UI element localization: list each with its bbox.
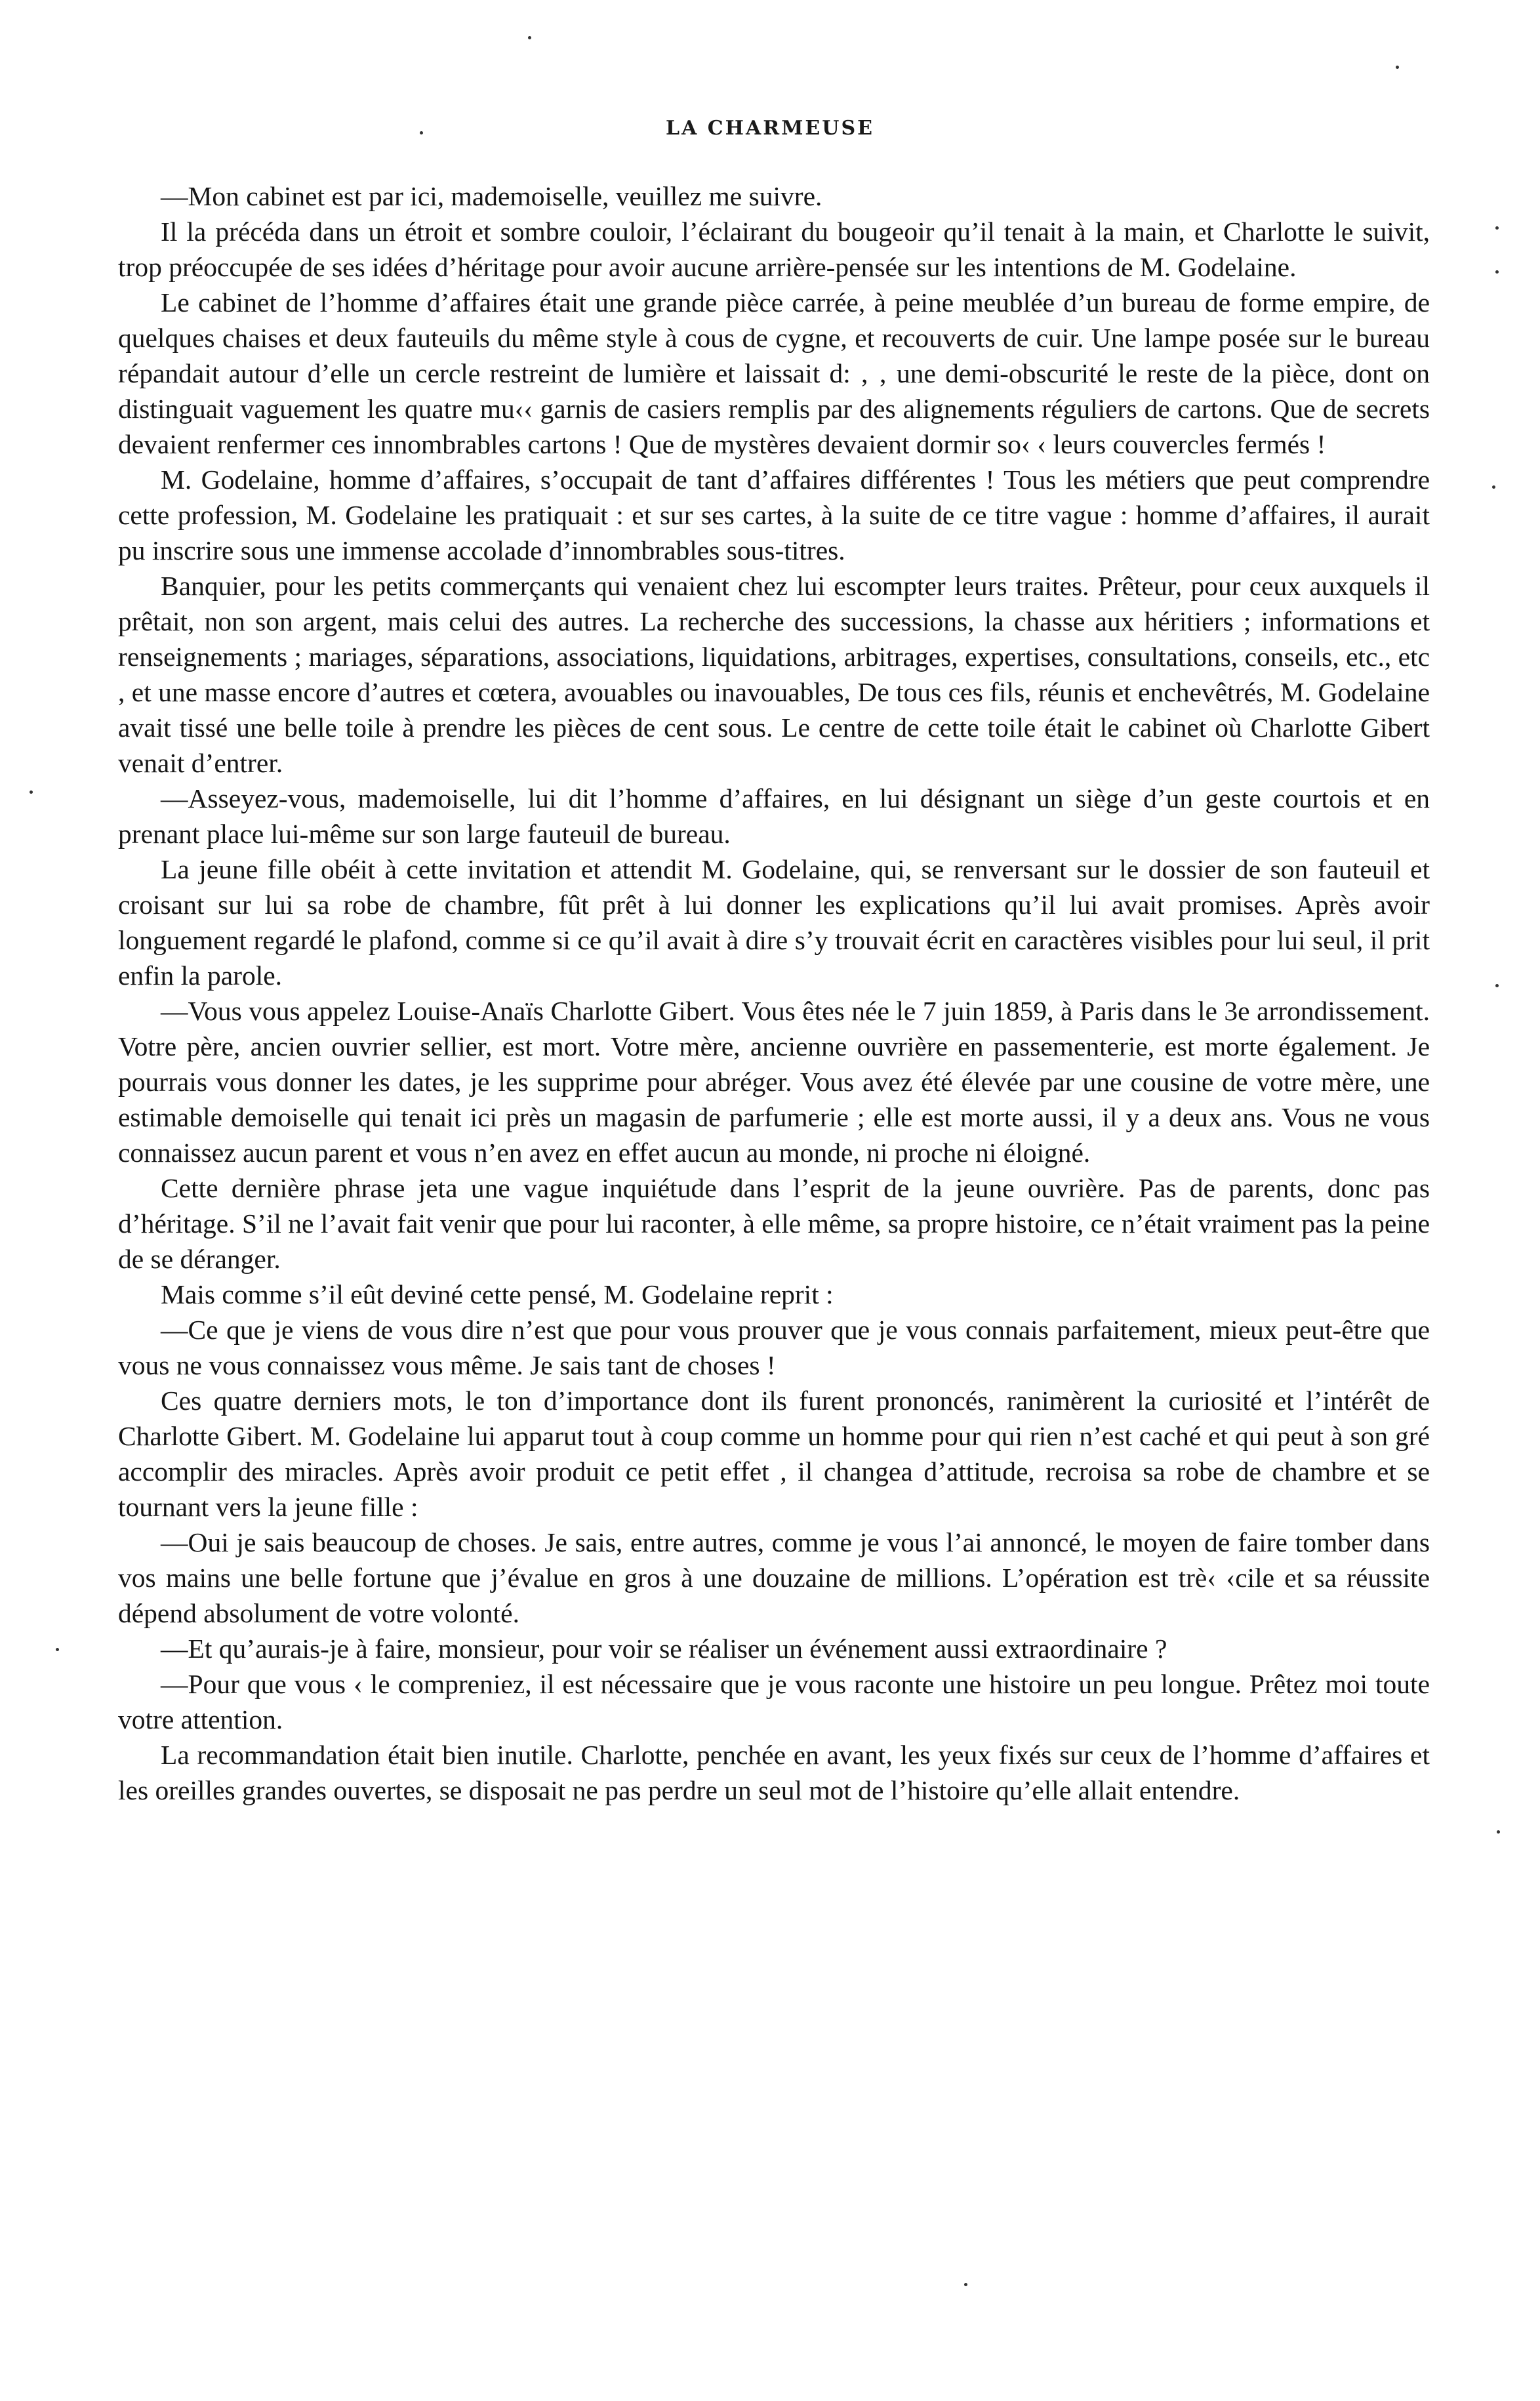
paragraph: Il la précéda dans un étroit et sombre couloir, l’éclairant du bougeoir qu’il tenait à la main, et Charlotte le suivit, trop préoccupée de ses idées d’héritage pour avoir aucune arrière-pensée sur les intentions de M. Godelaine. (118, 216, 1430, 282)
print-speck (56, 1648, 59, 1651)
paragraph: Ces quatre derniers mots, le ton d’importance dont ils furent prononcés, ranimèrent la curiosité et l’intérêt de Charlotte Gibert. M. Godelaine lui apparut tout à coup comme un homme pour qui rien n’est caché et qui peut à son gré accomplir des miracles. Après avoir produit ce petit effet , il changea d’attitude, recroisa sa robe de chambre et se tournant vers la jeune fille : (118, 1385, 1430, 1522)
paragraph: Le cabinet de l’homme d’affaires était une grande pièce carrée, à peine meublée d’un bureau de forme empire, de quelques chaises et deux fauteuils du même style à cous de cygne, et recouverts de cuir. Une lampe posée sur le bureau répandait autour d’elle un cercle restreint de lumière et laissait d: ‚ ‚ une demi-obscurité le reste de la pièce, dont on distinguait vaguement les quatre mu‹‹ garnis de casiers remplis par des alignements réguliers de cartons. Que de secrets devaient renfermer ces innombrables cartons ! Que de mystères devaient dormir so‹ ‹ leurs couvercles fermés ! (118, 287, 1430, 459)
paragraph: —Mon cabinet est par ici, mademoiselle, veuillez me suivre. (161, 181, 822, 211)
paragraph: Mais comme s’il eût deviné cette pensé, M. Godelaine reprit : (161, 1279, 834, 1309)
paragraph: Banquier, pour les petits commerçants qui venaient chez lui escompter leurs traites. Prêteur, pour ceux auxquels il prêtait, non son argent, mais celui des autres. La recherche des successions, la chasse aux héritiers ; informations et renseignements ; mariages, séparations, associations, liquidations, arbitrages, expertises, consultations, conseils, etc., etc , et une masse encore d’autres et cœtera, avouables ou inavouables, De tous ces fils, réunis et enchevêtrés, M. Godelaine avait tissé une belle toile à prendre les pièces de cent sous. Le centre de cette toile était le cabinet où Charlotte Gibert venait d’entrer. (118, 571, 1430, 778)
running-head: LA CHARMEUSE (665, 117, 874, 140)
paragraph: La jeune fille obéit à cette invitation et attendit M. Godelaine, qui, se renversant sur le dossier de son fauteuil et croisant sur lui sa robe de chambre, fût prêt à lui donner les explications qu’il lui avait promises. Après avoir longuement regardé le plafond, comme si ce qu’il avait à dire s’y trouvait écrit en caractères visibles pour lui seul, il prit enfin la parole. (118, 854, 1430, 991)
paragraph: Cette dernière phrase jeta une vague inquiétude dans l’esprit de la jeune ouvrière. Pas de parents, donc pas d’héritage. S’il ne l’avait fait venir que pour lui raconter, à elle même, sa propre histoire, ce n’était vraiment pas la peine de se déranger. (118, 1173, 1430, 1274)
print-speck (30, 790, 33, 794)
paragraph: —Vous vous appelez Louise-Anaïs Charlotte Gibert. Vous êtes née le 7 juin 1859, à Paris dans le 3e arrondissement. Votre père, ancien ouvrier sellier, est mort. Votre mère, ancienne ouvrière en passementerie, est morte également. Je pourrais vous donner les dates, je les supprime pour abréger. Vous avez été élevée par une cousine de votre mère, une estimable demoiselle qui tenait ici près un magasin de parfumerie ; elle est morte aussi, il y a deux ans. Vous ne vous connaissez aucun parent et vous n’en avez en effet aucun au monde, ni proche ni éloigné. (118, 996, 1430, 1168)
paragraph: —Pour que vous ‹ le compreniez, il est nécessaire que je vous raconte une histoire un peu longue. Prêtez moi toute votre attention. (118, 1669, 1430, 1734)
print-speck (1396, 66, 1399, 69)
print-speck (528, 36, 531, 39)
print-speck (964, 2283, 967, 2286)
print-speck (1495, 270, 1499, 274)
paragraph: —Ce que je viens de vous dire n’est que pour vous prouver que je vous connais parfaitement, mieux peut-être que vous ne vous connaissez vous même. Je sais tant de choses ! (118, 1315, 1430, 1380)
paragraph: —Asseyez-vous, mademoiselle, lui dit l’homme d’affaires, en lui désignant un siège d’un geste courtois et en prenant place lui-même sur son large fauteuil de bureau. (118, 783, 1430, 849)
body-text (118, 178, 1430, 1808)
print-speck (1495, 226, 1499, 230)
paragraph: —Et qu’aurais-je à faire, monsieur, pour voir se réaliser un événement aussi extraordinaire ? (161, 1633, 1167, 1664)
paragraph: —Oui je sais beaucoup de choses. Je sais, entre autres, comme je vous l’ai annoncé, le moyen de faire tomber dans vos mains une belle fortune que j’évalue en gros à une douzaine de millions. L’opération est trè‹ ‹cile et sa réussite dépend absolument de votre volonté. (118, 1527, 1430, 1628)
paragraph: La recommandation était bien inutile. Charlotte, penchée en avant, les yeux fixés sur ceux de l’homme d’affaires et les oreilles grandes ouvertes, se disposait ne pas perdre un seul mot de l’histoire qu’elle allait entendre. (118, 1740, 1430, 1805)
paragraph: M. Godelaine, homme d’affaires, s’occupait de tant d’affaires différentes ! Tous les métiers que peut comprendre cette profession, M. Godelaine les pratiquait : et sur ses cartes, à la suite de ce titre vague : homme d’affaires, il aurait pu inscrire sous une immense accolade d’innombrables sous-titres. (118, 464, 1430, 565)
print-speck (1495, 984, 1499, 987)
print-speck (1492, 485, 1495, 489)
print-speck (1497, 1830, 1500, 1834)
